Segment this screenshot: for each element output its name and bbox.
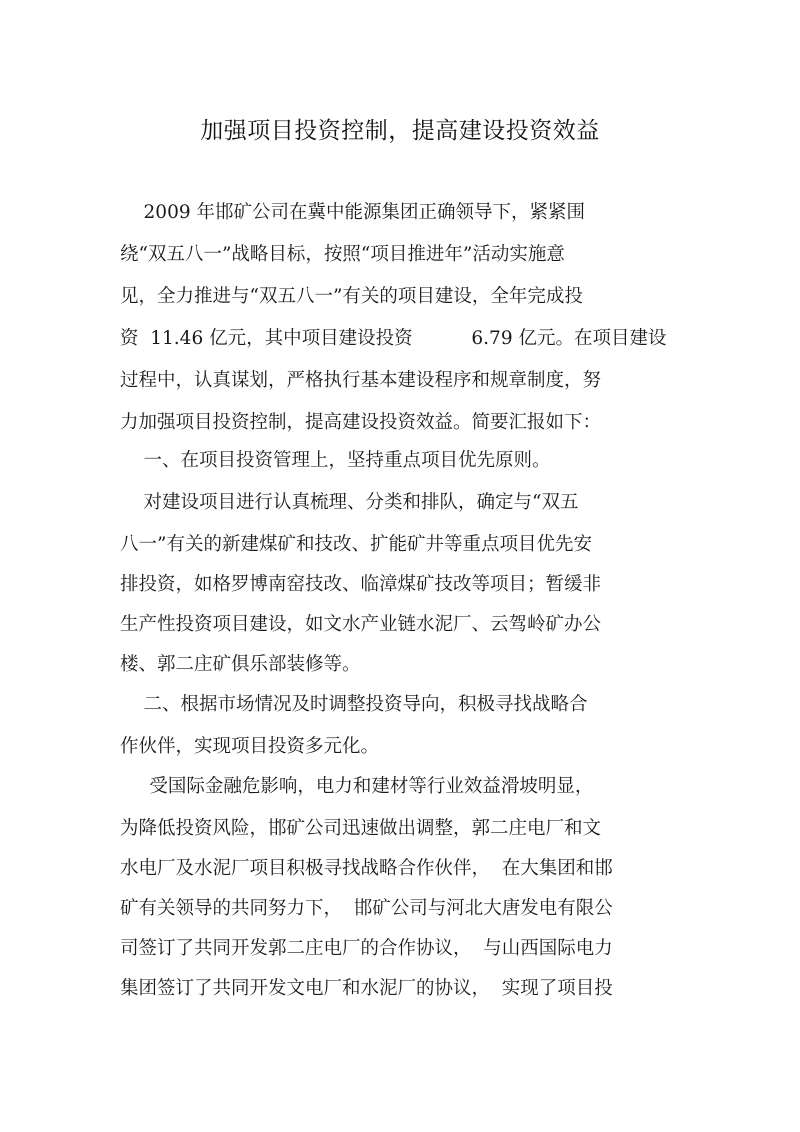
section-heading: 一、在项目投资管理上，坚持重点项目优先原则。 xyxy=(120,450,551,471)
body-line: 矿有关领导的共同努力下， 邯矿公司与河北大唐发电有限公 xyxy=(120,898,613,919)
body-line: 对建设项目进行认真梳理、分类和排队，确定与“双五 xyxy=(120,492,579,513)
body-line: 2009 年邯矿公司在冀中能源集团正确领导下，紧紧围 xyxy=(120,202,585,223)
body-line: 过程中，认真谋划，严格执行基本建设程序和规章制度，努 xyxy=(120,370,602,391)
body-line: 资 11.46 亿元，其中项目建设投资 6.79 亿元。在项目建设 xyxy=(120,328,667,349)
body-line: 水电厂及水泥厂项目积极寻找战略合作伙伴， 在大集团和邯 xyxy=(120,858,613,879)
document-title: 加强项目投资控制，提高建设投资效益 xyxy=(200,118,600,144)
section-heading: 作伙伴，实现项目投资多元化。 xyxy=(120,736,380,757)
body-line: 楼、郭二庄矿俱乐部装修等。 xyxy=(120,654,361,675)
body-line: 八一”有关的新建煤矿和技改、扩能矿井等重点项目优先安 xyxy=(120,534,592,555)
body-line: 为降低投资风险，邯矿公司迅速做出调整，郭二庄电厂和文 xyxy=(120,818,602,839)
body-line: 司签订了共同开发郭二庄电厂的合作协议， 与山西国际电力 xyxy=(120,938,613,959)
body-line: 排投资，如格罗博南窑技改、临漳煤矿技改等项目；暂缓非 xyxy=(120,574,602,595)
body-line: 力加强项目投资控制，提高建设投资效益。简要汇报如下： xyxy=(120,412,602,433)
body-line: 生产性投资项目建设，如文水产业链水泥厂、云驾岭矿办公 xyxy=(120,614,602,635)
body-line: 绕“双五八一”战略目标，按照“项目推进年”活动实施意 xyxy=(120,244,565,265)
body-line: 受国际金融危影响，电力和建材等行业效益滑坡明显， xyxy=(120,776,594,797)
section-heading: 二、根据市场情况及时调整投资导向，积极寻找战略合 xyxy=(120,694,588,715)
body-line: 集团签订了共同开发文电厂和水泥厂的协议， 实现了项目投 xyxy=(120,978,613,999)
body-line: 见，全力推进与“双五八一”有关的项目建设，全年完成投 xyxy=(120,286,583,307)
